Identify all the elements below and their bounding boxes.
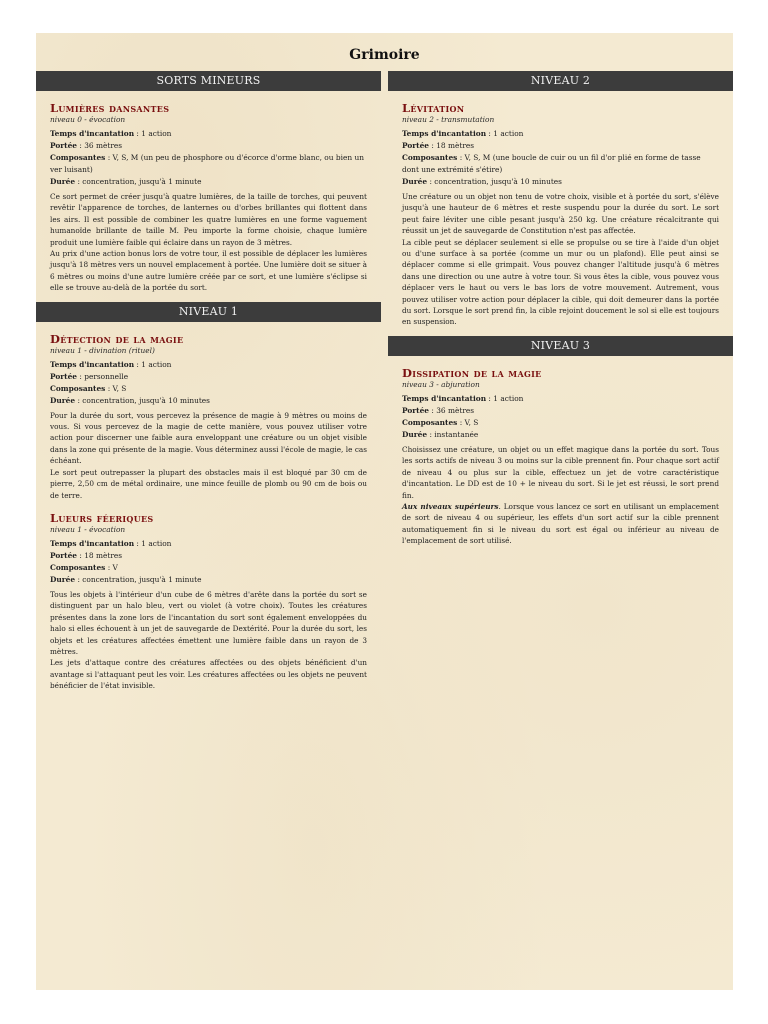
spell-description-paragraph: Choisissez une créature, un objet ou un effet magique dans la portée du sort. Tous les sorts actifs de niveau 3 ou moins sur la cible prennent fin. Pour chaque sort actif de niveau 4 ou plus sur la cible, effectuez un jet de votre caractéristique d'incantation. Le DD est de 10 + le niveau du sort. Si le jet est réussi, le sort prend fin. — [402, 444, 719, 500]
spell-description — [50, 191, 367, 294]
spell-description — [50, 410, 367, 501]
right-column — [388, 71, 733, 553]
spell-card-detect-magic — [36, 322, 381, 507]
spell-components: Composantes : V, S, M (une boucle de cuir ou un fil d'or plié en forme de tasse dont une extrémité s'étire) — [402, 153, 701, 174]
spell-casting-time: Temps d'incantation : 1 action — [50, 129, 172, 138]
page-title: Grimoire — [349, 47, 420, 63]
section-header-level-3: NIVEAU 3 — [388, 336, 733, 356]
spell-range: Portée : 36 mètres — [50, 141, 123, 150]
spell-description-paragraph: Une créature ou un objet non tenu de votre choix, visible et à portée du sort, s'élève jusqu'à une hauteur de 6 mètres et reste suspendu pour la durée du sort. Le sort peut faire léviter une cible pesant jusqu'à 250 kg. Une créature récalcitrante qui réussit un jet de sauvegarde de Constitution n'est pas affectée. — [402, 192, 719, 236]
spell-description-paragraph: Ce sort permet de créer jusqu'à quatre lumières, de la taille de torches, qui peuvent revêtir l'apparence de torches, de lanternes ou d'orbes brillantes qui flottent dans les airs. Il est possible de combiner les quatre lumières en une forme vaguement humanoïde brillante de taille M. Peu importe la forme choisie, chaque lumière produit une lumière faible qui éclaire dans un rayon de 3 mètres. — [50, 192, 367, 247]
spell-duration: Durée : concentration, jusqu'à 10 minutes — [50, 395, 210, 405]
spell-name: Détection de la magie — [50, 331, 184, 346]
spell-description-paragraph: Tous les objets à l'intérieur d'un cube de 6 mètres d'arête dans la portée du sort se distinguent par un halo bleu, vert ou violet (à votre choix). Toutes les créatures présentes dans la zone lors de l'incantation du sort sont également enveloppées du halo si elles échouent à un jet de sauvegarde de Dextérité. Pour la durée du sort, les objets et les créatures affectées émettent une lumière faible dans un rayon de 3 mètres. — [50, 589, 367, 656]
spell-card-faerie-fire — [36, 507, 381, 698]
spell-school: niveau 1 - divination (rituel) — [50, 345, 155, 355]
spell-range: Portée : 18 mètres — [50, 550, 123, 560]
spell-card-dispel-magic — [388, 356, 733, 553]
spell-card-levitate — [388, 91, 733, 334]
spell-name: Dissipation de la magie — [402, 365, 542, 380]
spell-school: niveau 2 - transmutation — [402, 115, 495, 124]
spell-name: Lumières dansantes — [50, 101, 170, 115]
spell-duration: Durée : concentration, jusqu'à 10 minutes — [402, 177, 562, 186]
spell-range: Portée : personnelle — [50, 371, 129, 381]
spell-school: niveau 3 - abjuration — [402, 379, 480, 389]
section-header-level-1: NIVEAU 1 — [36, 302, 381, 322]
spell-duration: Durée : concentration, jusqu'à 1 minute — [50, 177, 202, 186]
spell-casting-time: Temps d'incantation : 1 action — [402, 393, 524, 403]
spell-duration: Durée : concentration, jusqu'à 1 minute — [50, 574, 202, 584]
spell-name: Lueurs féeriques — [50, 510, 154, 525]
spell-casting-time: Temps d'incantation : 1 action — [402, 129, 524, 138]
section-header-cantrips: SORTS MINEURS — [36, 71, 381, 91]
spell-range: Portée : 18 mètres — [402, 141, 475, 150]
spell-description-paragraph: Les jets d'attaque contre des créatures affectées ou des objets bénéficient d'un avantage si l'attaquant peut les voir. Les créatures affectées ou les objets ne peuvent bénéficier de l'état invisible. — [50, 658, 367, 691]
spell-description-paragraph: Au prix d'une action bonus lors de votre tour, il est possible de déplacer les lumières jusqu'à 18 mètres vers un nouvel emplacement à portée. Une lumière doit se situer à 6 mètres ou moins d'une autre lumière créée par ce sort, et une lumière s'éclipse si elle se trouve au-delà de la portée du sort. — [50, 249, 367, 293]
spell-higher-levels — [402, 501, 719, 547]
spell-description-paragraph: Le sort peut outrepasser la plupart des obstacles mais il est bloqué par 30 cm de pierre, 2,50 cm de métal ordinaire, une mince feuille de plomb ou 90 cm de bois ou de terre. — [50, 467, 367, 500]
spell-duration: Durée : instantanée — [402, 429, 479, 439]
spell-description-paragraph: Pour la durée du sort, vous percevez la présence de magie à 9 mètres ou moins de vous. Si vous percevez de la magie de cette manière, vous pouvez utiliser votre action pour discerner une faible aura enveloppant une créature ou un objet visible dans la zone qui présente de la magie. Vous déterminez aussi l'école de magie, le cas échéant. — [50, 410, 367, 466]
grimoire-page — [36, 33, 733, 990]
spell-casting-time: Temps d'incantation : 1 action — [50, 538, 172, 548]
spell-range: Portée : 36 mètres — [402, 405, 475, 415]
spell-components: Composantes : V — [50, 562, 118, 572]
higher-levels-label: Aux niveaux supérieurs — [402, 501, 499, 511]
spell-components: Composantes : V, S, M (un peu de phosphore ou d'écorce d'orme blanc, ou bien un ver luisant) — [50, 153, 364, 174]
spell-components: Composantes : V, S — [402, 417, 479, 427]
spell-school: niveau 0 - évocation — [50, 115, 126, 124]
spell-name: Lévitation — [402, 101, 465, 115]
section-header-level-2: NIVEAU 2 — [388, 71, 733, 91]
spell-description-paragraph: La cible peut se déplacer seulement si elle se propulse ou se tire à l'aide d'un objet ou d'une surface à sa portée (comme un mur ou un plafond). Elle peut ainsi se déplacer comme si elle grimpait. Vous pouvez changer l'altitude jusqu'à 6 mètres dans une direction ou une autre à votre tour. Si vous êtes la cible, vous pouvez vous déplacer vers le haut ou vers le bas lors de votre mouvement. Autrement, vous pouvez utiliser votre action pour déplacer la cible, qui doit demeurer dans la portée du sort. Lorsque le sort prend fin, la cible rejoint doucement le sol si elle est toujours en suspension. — [402, 237, 719, 327]
left-column — [36, 71, 381, 698]
spell-card-dancing-lights — [36, 91, 381, 300]
spell-description — [402, 444, 719, 547]
spell-components: Composantes : V, S — [50, 383, 127, 393]
spell-description — [402, 191, 719, 328]
spell-casting-time: Temps d'incantation : 1 action — [50, 359, 172, 369]
spell-description — [50, 589, 367, 692]
higher-levels-text: . Lorsque vous lancez ce sort en utilisant un emplacement de sort de niveau 4 ou supérieur, les effets d'un sort actif sur la cible prennent automatiquement fin si le niveau du sort est égal ou inférieur au niveau de l'emplacement de sort utilisé. — [402, 501, 719, 546]
spell-school: niveau 1 - évocation — [50, 524, 126, 534]
